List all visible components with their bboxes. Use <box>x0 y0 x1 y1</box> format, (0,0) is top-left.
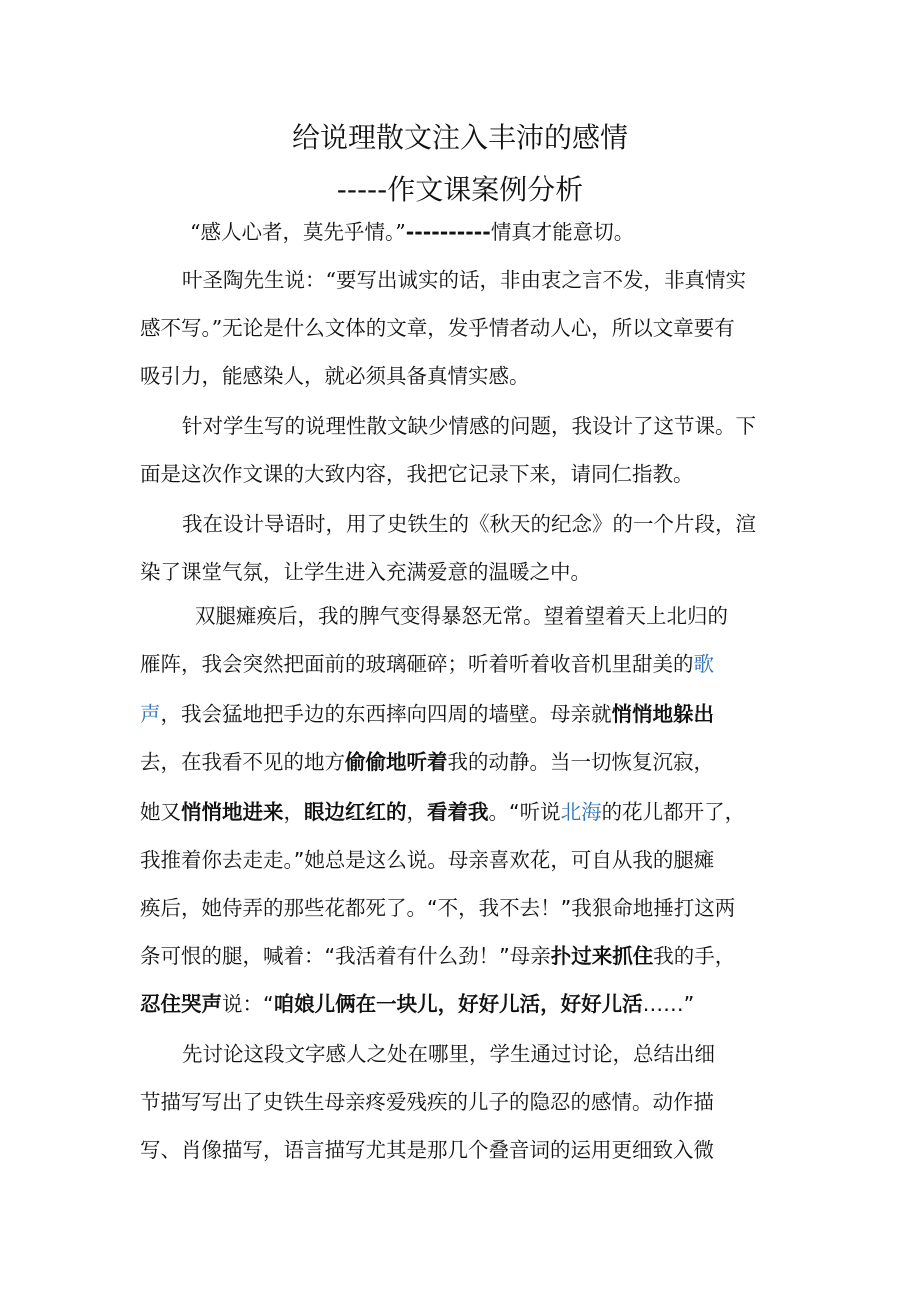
paragraph-3-line-1: 我在设计导语时，用了史铁生的《秋天的纪念》的一个片段，渲 <box>182 512 756 536</box>
paragraph-4-line-2: 节描写写出了史铁生母亲疼爱残疾的儿子的隐忍的感情。动作描 <box>140 1090 714 1114</box>
excerpt-emphasis: 偷偷地听着 <box>345 750 448 774</box>
excerpt-emphasis: 扑过来抓住 <box>550 944 654 968</box>
paragraph-1-line-1: 叶圣陶先生说：“要写出诚实的话，非由衷之言不发，非真情实 <box>182 268 746 292</box>
excerpt-text: ， <box>283 800 304 824</box>
excerpt-line-6: 我推着你去走走。”她总是这么说。母亲喜欢花，可自从我的腿瘫 <box>140 848 715 872</box>
excerpt-text: ……” <box>642 992 695 1016</box>
paragraph-2-line-1: 针对学生写的说理性散文缺少情感的问题，我设计了这节课。下 <box>182 414 756 438</box>
excerpt-link-song[interactable]: 歌 <box>693 652 714 676</box>
excerpt-text: 条可恨的腿，喊着：“我活着有什么劲！”母亲 <box>140 944 551 968</box>
document-subtitle: -----作文课案例分析 <box>336 173 584 206</box>
excerpt-link-beihai[interactable]: 北海 <box>560 800 602 824</box>
excerpt-emphasis: 悄悄地进来 <box>181 800 284 824</box>
excerpt-text: 她又 <box>140 800 181 824</box>
excerpt-emphasis: 眼边红红的 <box>304 800 407 824</box>
paragraph-3-line-2: 染了课堂气氛，让学生进入充满爱意的温暖之中。 <box>140 560 591 584</box>
excerpt-emphasis: 咱娘儿俩在一块儿，好好儿活，好好儿活 <box>273 992 643 1016</box>
excerpt-emphasis: 看着我 <box>427 800 489 824</box>
epigraph <box>190 216 634 248</box>
paragraph-1-line-3: 吸引力，能感染人，就必须具备真情实感。 <box>140 364 530 388</box>
excerpt-line-5 <box>140 796 782 828</box>
excerpt-link-song-2[interactable]: 声 <box>140 702 161 726</box>
excerpt-line-2 <box>140 648 782 680</box>
excerpt-text: 我的动静。当一切恢复沉寂， <box>447 750 714 774</box>
excerpt-text: 说：“ <box>222 992 274 1016</box>
excerpt-emphasis: 忍住哭声 <box>140 992 222 1016</box>
document-title: 给说理散文注入丰沛的感情 <box>291 121 628 154</box>
excerpt-text: 雁阵，我会突然把面前的玻璃砸碎；听着听着收音机里甜美的 <box>140 652 694 676</box>
excerpt-line-1: 双腿瘫痪后，我的脾气变得暴怒无常。望着望着天上北归的 <box>195 604 728 628</box>
excerpt-text: 的花儿都开了， <box>601 800 746 824</box>
paragraph-1-line-2: 感不写。”无论是什么文体的文章，发乎情者动人心，所以文章要有 <box>140 316 735 340</box>
excerpt-text: 去，在我看不见的地方 <box>140 750 345 774</box>
excerpt-text: 。“听说 <box>488 800 561 824</box>
excerpt-emphasis: 悄悄地躲出 <box>611 702 714 726</box>
excerpt-text: ，我会猛地把手边的东西摔向四周的墙壁。母亲就 <box>160 702 612 726</box>
excerpt-line-7: 痪后，她侍弄的那些花都死了。“不，我不去！”我狠命地捶打这两 <box>140 896 736 920</box>
epigraph-dashes: ---------- <box>405 220 491 244</box>
epigraph-tail: 情真才能意切。 <box>490 220 635 244</box>
excerpt-line-8 <box>140 940 782 972</box>
excerpt-text: 我的手， <box>653 944 736 968</box>
paragraph-2-line-2: 面是这次作文课的大致内容，我把它记录下来，请同仁指教。 <box>140 462 694 486</box>
paragraph-4-line-1: 先讨论这段文字感人之处在哪里，学生通过讨论，总结出细 <box>182 1042 715 1066</box>
excerpt-text: ， <box>406 800 427 824</box>
excerpt-line-3 <box>140 698 782 730</box>
paragraph-4-line-3: 写、肖像描写，语言描写尤其是那几个叠音词的运用更细致入微 <box>140 1138 714 1162</box>
epigraph-quote: “感人心者，莫先乎情。” <box>190 220 406 244</box>
excerpt-line-9 <box>140 988 694 1020</box>
excerpt-line-4 <box>140 746 782 778</box>
